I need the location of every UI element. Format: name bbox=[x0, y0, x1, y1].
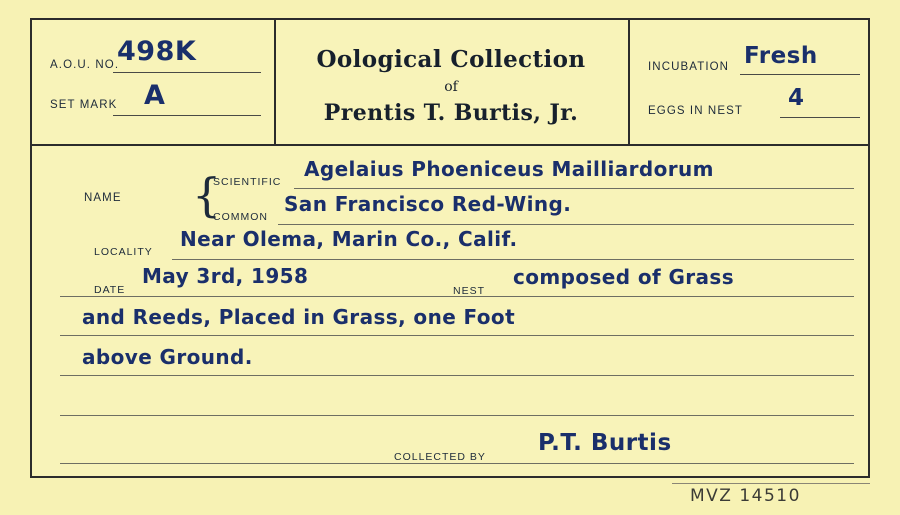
collection-title: Oological Collection bbox=[316, 46, 586, 73]
aou-number-value: 498K bbox=[117, 36, 197, 67]
incubation-value: Fresh bbox=[744, 43, 818, 69]
scientific-value: Agelaius Phoeniceus Mailliardorum bbox=[304, 157, 714, 181]
eggs-in-nest-label: EGGS IN NEST bbox=[648, 105, 743, 117]
collector-name-title: Prentis T. Burtis, Jr. bbox=[323, 100, 579, 126]
name-label: NAME bbox=[84, 192, 122, 204]
blank-rule bbox=[60, 415, 854, 416]
header-divider bbox=[32, 144, 868, 146]
date-value: May 3rd, 1958 bbox=[142, 264, 309, 288]
nest-rule-2 bbox=[60, 335, 854, 336]
set-mark-rule bbox=[113, 115, 261, 116]
common-value: San Francisco Red-Wing. bbox=[284, 192, 572, 216]
accession-number: MVZ 14510 bbox=[690, 486, 801, 506]
set-mark-value: A bbox=[144, 80, 166, 111]
aou-number-rule bbox=[113, 72, 261, 73]
specimen-card bbox=[30, 18, 870, 478]
eggs-in-nest-value: 4 bbox=[788, 85, 805, 111]
locality-label: LOCALITY bbox=[94, 246, 153, 258]
common-label: COMMON bbox=[213, 211, 268, 223]
locality-rule bbox=[172, 259, 854, 260]
collection-title-of: of bbox=[444, 79, 458, 95]
nest-value-line-1: composed of Grass bbox=[513, 265, 735, 289]
incubation-label: INCUBATION bbox=[648, 61, 730, 73]
date-label: DATE bbox=[94, 284, 126, 296]
nest-value-line-3: above Ground. bbox=[82, 345, 253, 369]
collected-by-label: COLLECTED BY bbox=[394, 451, 486, 463]
collected-by-rule bbox=[60, 463, 854, 464]
scientific-rule bbox=[294, 188, 854, 189]
set-mark-label: SET MARK bbox=[50, 99, 118, 111]
header-right-divider bbox=[628, 20, 630, 144]
name-brace: { bbox=[192, 168, 222, 222]
scientific-label: SCIENTIFIC bbox=[213, 176, 282, 188]
date-nest-rule bbox=[60, 296, 854, 297]
common-rule bbox=[278, 224, 854, 225]
nest-rule-3 bbox=[60, 375, 854, 376]
aou-number-label: A.O.U. NO. bbox=[50, 59, 120, 71]
collected-by-value: P.T. Burtis bbox=[538, 430, 672, 456]
eggs-in-nest-rule bbox=[780, 117, 860, 118]
accession-rule bbox=[672, 483, 870, 484]
incubation-rule bbox=[740, 74, 860, 75]
locality-value: Near Olema, Marin Co., Calif. bbox=[180, 227, 518, 251]
nest-label: NEST bbox=[453, 285, 486, 297]
nest-value-line-2: and Reeds, Placed in Grass, one Foot bbox=[82, 305, 516, 329]
